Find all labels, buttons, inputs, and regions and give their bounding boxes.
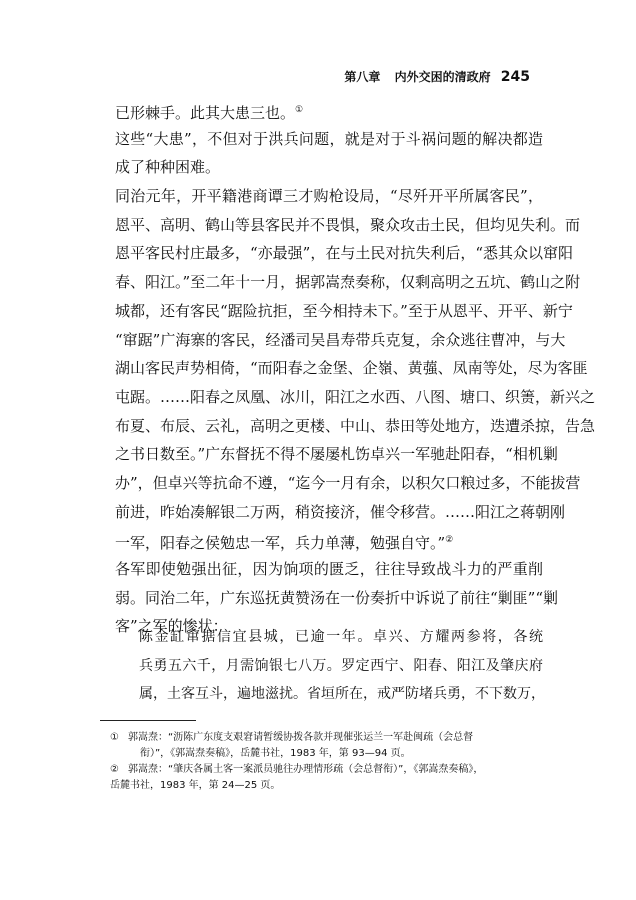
footnote-ref: ②: [445, 535, 454, 546]
body-line: 成了种种困难。: [115, 158, 221, 177]
body-line: 之书日数至。”广东督抚不得不屡屡札饬卓兴一军驰赴阳春，“相机剿: [115, 445, 558, 464]
body-line: “窜踞”广海寨的客民，经潘司吴昌寿带兵克复，余众逃往曹冲，与大: [115, 330, 566, 349]
chapter-title: 内外交困的清政府: [394, 70, 491, 84]
body-line: 同治元年，开平籍港商谭三才购枪设局，“尽歼开平所属客民”，: [115, 187, 543, 206]
footnote-text: 郭嵩焘：“肇庆各属土客一案派员驰往办理情形疏（会总督衔）”，《郭嵩焘奏稿》，: [128, 764, 484, 775]
footnote-marker: ②: [110, 764, 119, 775]
body-line: 恩平、高明、鹤山等县客民并不畏惧，聚众攻击土民，但均见失利。而: [115, 215, 581, 234]
footnote: [110, 762, 550, 778]
body-line: 已形棘手。此其大患三也。①: [115, 104, 304, 122]
body-line: 这些“大患”，不但对于洪兵问题，就是对于斗祸问题的解决都造: [115, 129, 543, 148]
body-line: 一军，阳春之侯勉忠一军，兵力单薄，勉强自守。”②: [115, 534, 454, 553]
body-text: [115, 96, 596, 641]
body-line: 布夏、布辰、云礼，高明之更楼、中山、恭田等处地方，迭遭杀掠，告急: [115, 416, 596, 435]
footnote: [110, 746, 550, 762]
footnote-divider: [100, 720, 196, 721]
quote-line: 陈金缸窜据信宜县城，已逾一年。卓兴、方耀两参将，各统: [139, 629, 543, 645]
page-number: 245: [500, 69, 530, 85]
footnote-text: 郭嵩焘：“沥陈广东度支艰窘请暂缓协拨各款并现催张运兰一军赴闽疏（会总督: [128, 732, 474, 743]
quote-line: 兵勇五六千，月需饷银七八万。罗定西宁、阳春、阳江及肇庆府: [139, 657, 543, 674]
footnote-text: 衔）”，《郭嵩焘奏稿》，岳麓书社，1983 年，第 93—94 页。: [140, 748, 411, 759]
body-line: 恩平客民村庄最多，“亦最强”，在与土民对抗失利后，“悉其众以窜阳: [115, 244, 574, 263]
footnote-marker: ①: [110, 732, 119, 743]
body-line: 春、阳江。”至二年十一月，据郭嵩焘奏称，仅剩高明之五坑、鹤山之附: [115, 273, 581, 292]
running-header: [300, 68, 530, 88]
body-line: 客”之军的惨状：: [115, 617, 228, 636]
body-line: 屯踞。……阳春之凤凰、冰川，阳江之水西、八图、塘口、织箦，新兴之: [115, 387, 596, 406]
body-line: 前进，昨始凑解银二万两，稍资接济，催令移营。……阳江之蒋朝刚: [115, 502, 566, 521]
body-line: 各军即使勉强出征，因为饷项的匮乏，往往导致战斗力的严重削: [115, 560, 543, 578]
body-line: 城都，还有客民“踞险抗拒，至今相持未下。”至于从恩平、开平、新宁: [115, 301, 573, 320]
chapter-label: 第八章: [344, 70, 381, 84]
body-line: 弱。同治二年，广东巡抚黄赞汤在一份奏折中诉说了前往“剿匪”“剿: [115, 588, 559, 607]
block-quote: [139, 623, 543, 709]
footnote-text: 岳麓书社，1983 年，第 24—25 页。: [110, 780, 281, 791]
body-line: 湖山客民声势相倚，“而阳春之金堡、企嶺、黄蔃、凤南等处，尽为客匪: [115, 359, 588, 378]
footnote: [110, 778, 550, 794]
footnote: [110, 730, 550, 746]
quote-line: 属，土客互斗，遍地滋扰。省垣所在，戒严防堵兵勇，不下数万，: [139, 686, 545, 702]
footnote-ref: ①: [295, 105, 304, 115]
body-line: 办”，但卓兴等抗命不遵，“迄今一月有余，以积欠口粮过多，不能拔营: [115, 473, 581, 492]
footnotes: [110, 730, 550, 794]
